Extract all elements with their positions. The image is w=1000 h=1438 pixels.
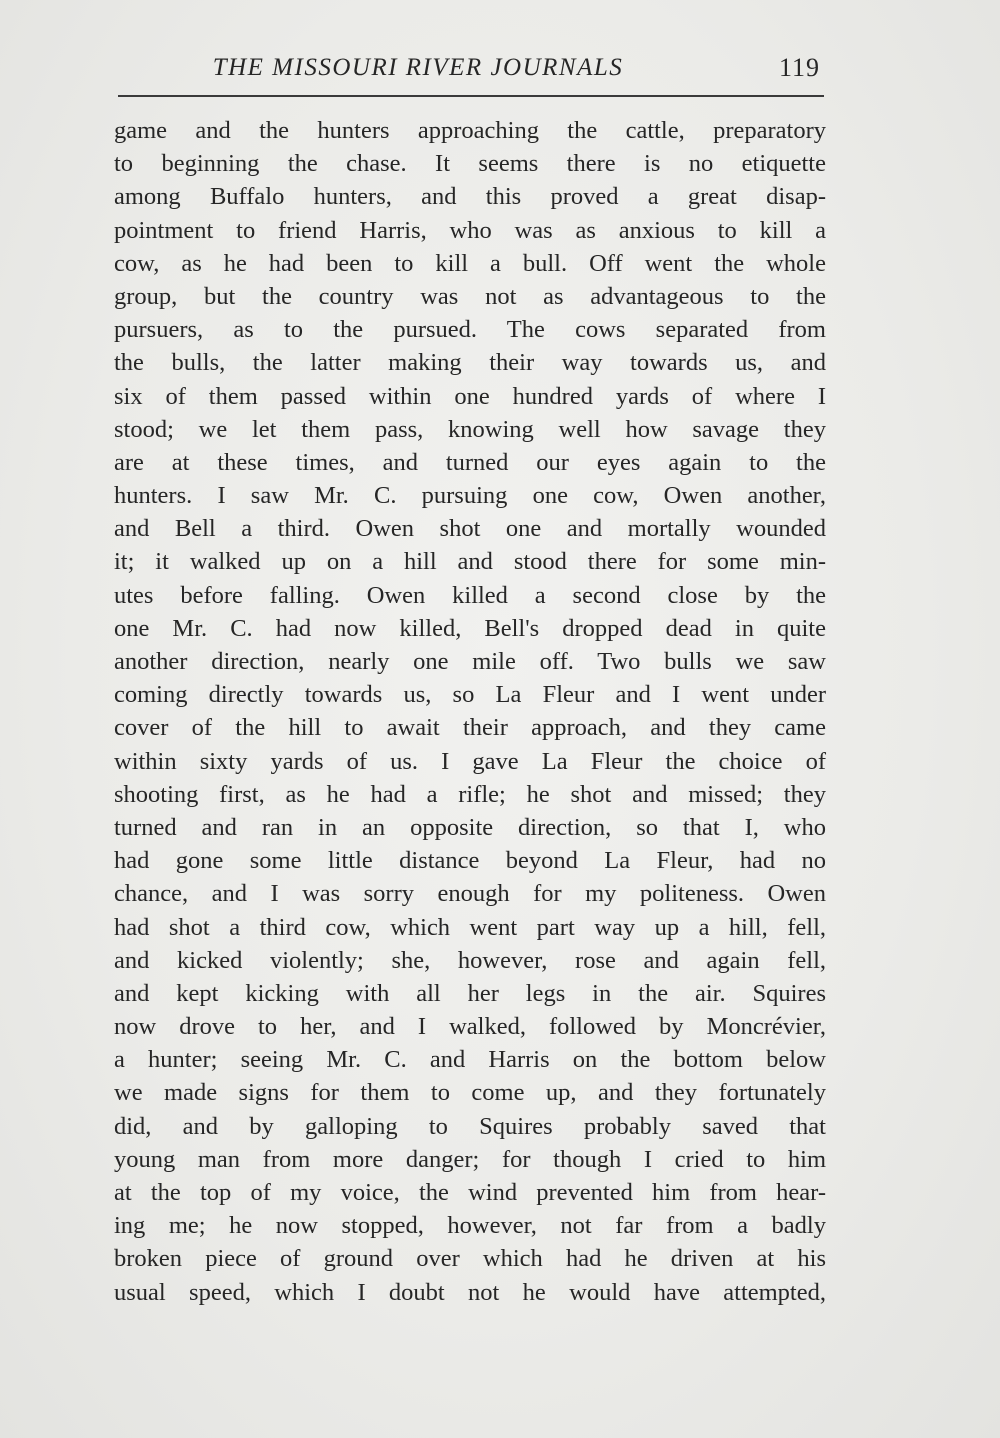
text-line: at the top of my voice, the wind prevented him from hear- <box>114 1179 826 1206</box>
text-line: utes before falling. Owen killed a second close by the <box>114 581 826 609</box>
text-line: hunters. I saw Mr. C. pursuing one cow, Owen another, <box>114 482 826 510</box>
text-line: within sixty yards of us. I gave La Fleur the choice of <box>114 747 826 775</box>
text-line: the bulls, the latter making their way towards us, and <box>114 349 826 377</box>
text-line: one Mr. C. had now killed, Bell's dropped dead in quite <box>114 614 826 642</box>
text-line: shooting first, as he had a rifle; he shot and missed; they <box>114 780 826 808</box>
text-line: pursuers, as to the pursued. The cows separated from <box>114 316 826 344</box>
text-line: pointment to friend Harris, who was as anxious to kill a <box>114 216 826 244</box>
text-line: coming directly towards us, so La Fleur and I went under <box>114 681 826 709</box>
text-line: now drove to her, and I walked, followed by Moncrévier, <box>114 1013 826 1041</box>
text-line: six of them passed within one hundred yards of where I <box>114 382 826 410</box>
text-line: stood; we let them pass, knowing well how savage they <box>114 415 826 443</box>
header-rule <box>118 95 824 97</box>
text-line: group, but the country was not as advantageous to the <box>114 282 826 310</box>
text-line: among Buffalo hunters, and this proved a great disap- <box>114 183 826 211</box>
text-line: had shot a third cow, which went part way up a hill, fell, <box>114 913 826 941</box>
text-line: did, and by galloping to Squires probably saved that <box>114 1112 826 1140</box>
text-line: game and the hunters approaching the cattle, preparatory <box>114 117 826 144</box>
text-line: we made signs for them to come up, and they fortunately <box>114 1079 826 1107</box>
text-line: ing me; he now stopped, however, not far from a badly <box>114 1212 826 1240</box>
text-line: chance, and I was sorry enough for my politeness. Owen <box>114 880 826 908</box>
text-line: and kicked violently; she, however, rose and again fell, <box>114 946 826 974</box>
text-line: are at these times, and turned our eyes again to the <box>114 448 826 476</box>
text-line: to beginning the chase. It seems there is no etiquette <box>114 150 826 178</box>
text-line: and Bell a third. Owen shot one and mortally wounded <box>114 515 826 543</box>
text-line: had gone some little distance beyond La Fleur, had no <box>114 847 826 875</box>
text-line: usual speed, which I doubt not he would have attempted, <box>114 1278 826 1306</box>
text-line: cover of the hill to await their approach, and they came <box>114 714 826 742</box>
text-line: another direction, nearly one mile off. Two bulls we saw <box>114 648 826 675</box>
page-number: 119 <box>778 53 820 82</box>
text-line: and kept kicking with all her legs in the air. Squires <box>114 979 826 1007</box>
running-head <box>118 52 824 84</box>
text-line: cow, as he had been to kill a bull. Off went the whole <box>114 249 826 277</box>
text-line: young man from more danger; for though I cried to him <box>114 1145 826 1173</box>
running-title: THE MISSOURI RIVER JOURNALS <box>212 54 624 81</box>
text-line: it; it walked up on a hill and stood there for some min- <box>114 548 826 576</box>
text-line: turned and ran in an opposite direction, so that I, who <box>114 813 826 841</box>
text-line: broken piece of ground over which had he driven at his <box>114 1245 826 1273</box>
body-text <box>114 114 826 1309</box>
text-line: a hunter; seeing Mr. C. and Harris on the bottom below <box>114 1046 826 1074</box>
